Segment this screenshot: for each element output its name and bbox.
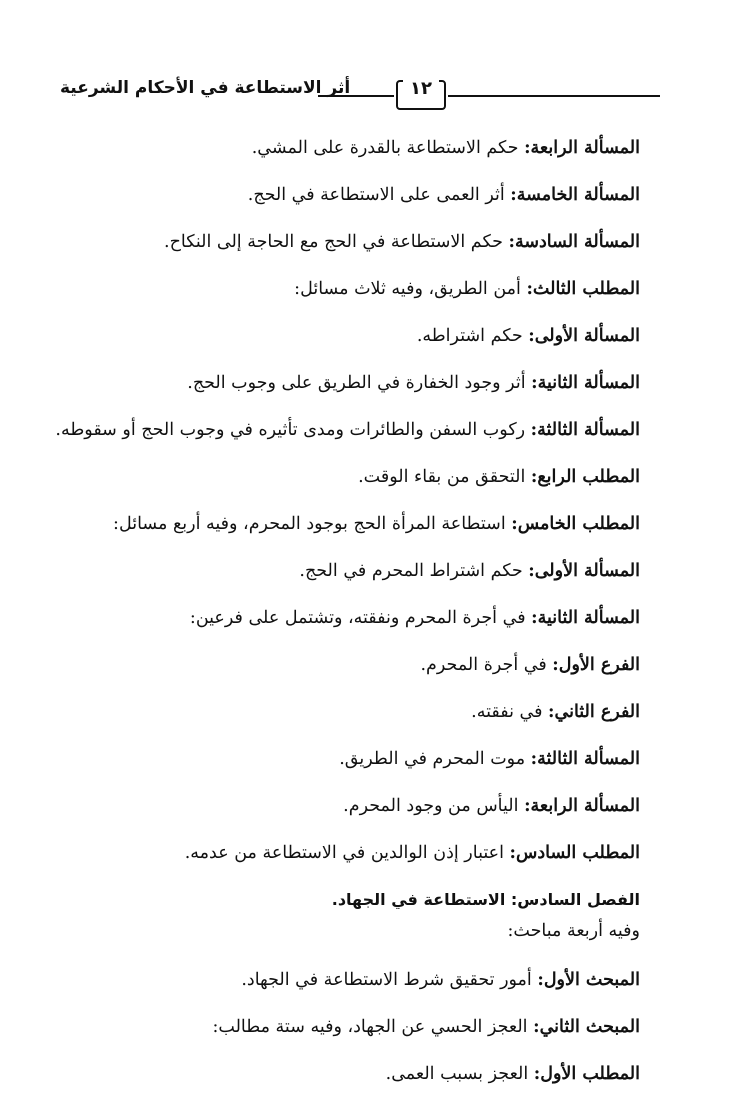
toc-line	[80, 269, 640, 316]
toc-text: اعتبار إذن الوالدين في الاستطاعة من عدمه.	[184, 843, 510, 863]
toc-label: المبحث الأول:	[537, 970, 640, 990]
toc-line	[80, 457, 640, 504]
toc-text: أثر العمى على الاستطاعة في الحج.	[247, 185, 511, 205]
toc-line	[80, 1054, 640, 1101]
toc-label: المبحث الثاني:	[533, 1017, 640, 1037]
page-number-frame	[396, 80, 446, 110]
toc-label: الفرع الثاني:	[548, 702, 640, 722]
toc-line	[55, 410, 640, 457]
section-heading: الفصل السادس: الاستطاعة في الجهاد.	[331, 890, 640, 909]
toc-line	[80, 692, 640, 739]
toc-text: اليأس من وجود المحرم.	[343, 796, 525, 816]
toc-text: أمن الطريق، وفيه ثلاث مسائل:	[294, 279, 527, 299]
running-header-title: أثر الاستطاعة في الأحكام الشرعية	[60, 78, 351, 98]
toc-text: أثر وجود الخفارة في الطريق على وجوب الحج.	[187, 373, 532, 393]
toc-line	[80, 833, 640, 880]
toc-text: العجز الحسي عن الجهاد، وفيه ستة مطالب:	[212, 1017, 534, 1037]
toc-text: العجز بسبب العمى.	[385, 1064, 534, 1084]
toc-label: المسألة الثالثة:	[530, 420, 640, 440]
toc-label: المطلب الخامس:	[511, 514, 640, 534]
toc-label: المسألة الثانية:	[531, 608, 640, 628]
toc-line	[80, 645, 640, 692]
toc-label: المطلب الأول:	[533, 1064, 640, 1084]
table-of-contents	[55, 128, 640, 1101]
toc-text: استطاعة المرأة الحج بوجود المحرم، وفيه أربع مسائل:	[113, 514, 512, 534]
toc-text: التحقق من بقاء الوقت.	[358, 467, 531, 487]
toc-line	[80, 786, 640, 833]
toc-label: المطلب الرابع:	[530, 467, 640, 487]
toc-label: المطلب الثالث:	[526, 279, 640, 299]
toc-line	[80, 551, 640, 598]
toc-label: المسألة الأولى:	[528, 326, 640, 346]
toc-text: حكم الاستطاعة في الحج مع الحاجة إلى النكاح.	[164, 232, 509, 252]
toc-text: في أجرة المحرم ونفقته، وتشتمل على فرعين:	[189, 608, 532, 628]
toc-line	[80, 598, 640, 645]
toc-text: حكم الاستطاعة بالقدرة على المشي.	[251, 138, 525, 158]
toc-line	[80, 739, 640, 786]
toc-line	[80, 222, 640, 269]
toc-label: المسألة الرابعة:	[524, 138, 640, 158]
toc-label: الفرع الأول:	[552, 655, 640, 675]
toc-label: المسألة الرابعة:	[524, 796, 640, 816]
header-rule-right	[448, 95, 660, 97]
toc-line	[80, 504, 640, 551]
toc-label: المسألة السادسة:	[508, 232, 640, 252]
toc-line	[80, 1007, 640, 1054]
toc-line	[80, 316, 640, 363]
toc-text: موت المحرم في الطريق.	[339, 749, 531, 769]
toc-label: المسألة الثالثة:	[530, 749, 640, 769]
toc-text: في نفقته.	[471, 702, 549, 722]
header-rule-left	[318, 95, 394, 97]
toc-text: ركوب السفن والطائرات ومدى تأثيره في وجوب الحج أو سقوطه.	[55, 420, 531, 440]
toc-line	[80, 128, 640, 175]
toc-line	[80, 175, 640, 222]
toc-line	[80, 960, 640, 1007]
page-number: ١٢	[403, 80, 439, 98]
toc-label: المسألة الثانية:	[531, 373, 640, 393]
toc-label: المسألة الأولى:	[528, 561, 640, 581]
running-header	[60, 72, 660, 116]
toc-line	[80, 363, 640, 410]
toc-text: حكم اشتراط المحرم في الحج.	[299, 561, 529, 581]
toc-text: في أجرة المحرم.	[420, 655, 553, 675]
section-intro: وفيه أربعة مباحث:	[507, 921, 640, 941]
toc-text: حكم اشتراطه.	[416, 326, 529, 346]
toc-text: أمور تحقيق شرط الاستطاعة في الجهاد.	[241, 970, 538, 990]
toc-label: المطلب السادس:	[509, 843, 640, 863]
toc-label: المسألة الخامسة:	[510, 185, 640, 205]
